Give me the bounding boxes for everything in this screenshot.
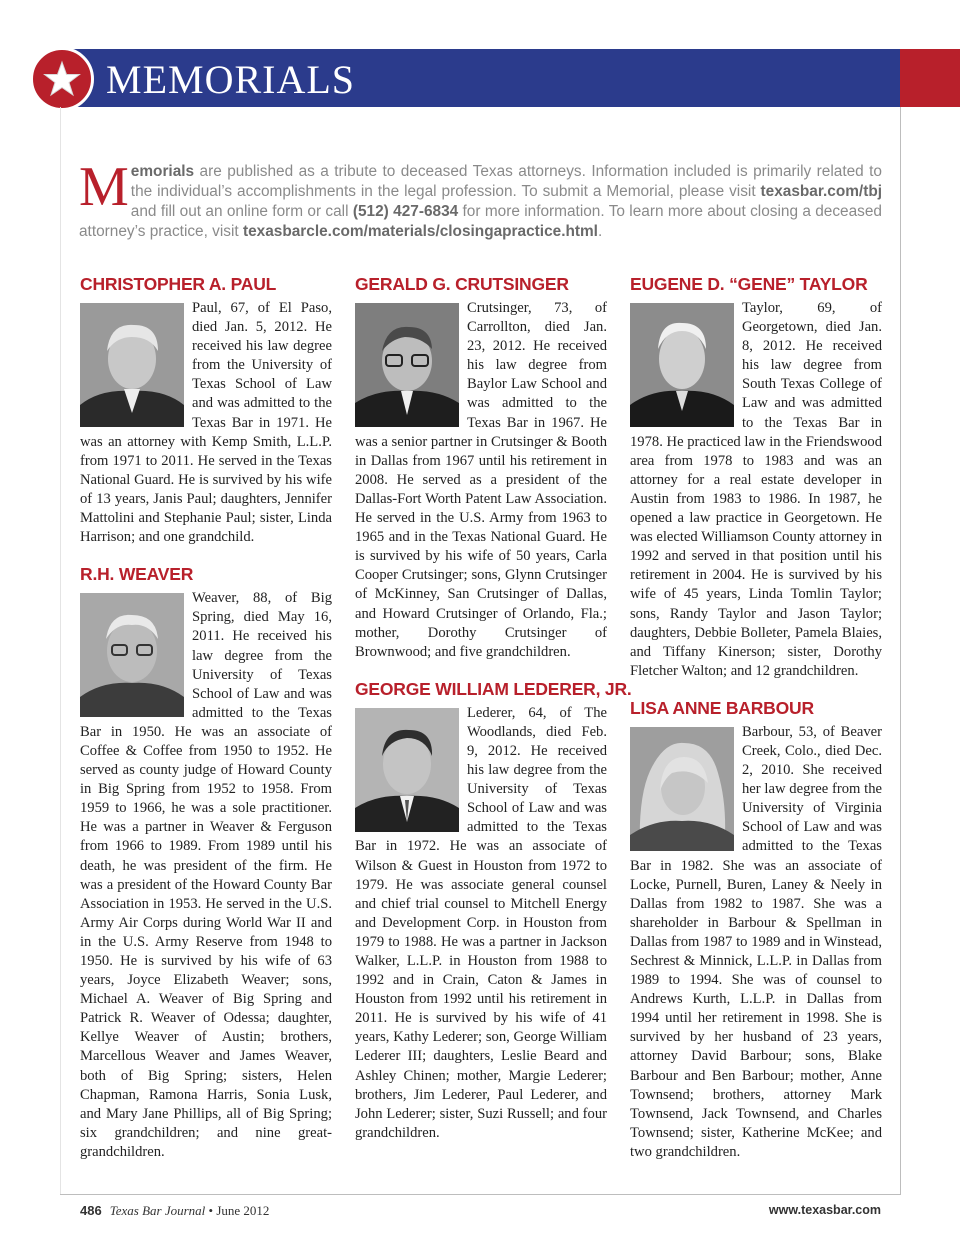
memorial-text: Lederer, 64, of The Woodlands, died Feb. 9, 2012. He received his law degree from the University of Texas School of Law and was admitted to the Texas Bar in 1972. He was an associate of Wilson & Guest in Houston from 1972 to 1979. He was associate general counsel and chief trial counsel to Mitchell Energy and Development Corp. in Houston from 1979 to 1988. He was a partner in Jackson Walker, L.L.P. in Houston from 1988 to 1992 and in Crain, Caton & James in Houston from 1992 until his retirement in 2011. He is survived by his wife of 41 years, Kathy Lederer; son, George William Lederer III; daughters, Leslie Beard and Ashley Chinen; mother, Margie Lederer; brothers, Jim Lederer, Paul Lederer, and John Lederer; sister, Suzi Russell; and four grandchildren.: [355, 704, 607, 1141]
memorial-text: Weaver, 88, of Big Spring, died May 16, 2011. He received his law degree from the University of Texas School of Law and was admitted to the Texas Bar in 1950. He was an associate of Coffee & Coffee from 1950 to 1952. He served as county judge of Howard County in Big Spring from 1952 to 1958. From 1959 to 1966, he was a sole practitioner. He was a partner in Weaver & Ferguson from 1966 to 1989. From 1989 until his death, he was president of the firm. He was a president of the Howard County Bar Association in 1953. He served in the U.S. Army Air Corps during World War II and in the U.S. Army Reserve from 1948 to 1950. He is survived by his wife of 63 years, Joyce Elizabeth Weaver; sons, Michael A. Weaver of Big Spring and Patrick R. Weaver of Odessa; daughter, Kellye Weaver of Austin; brothers, Marcellous Weaver and James Weaver, both of Big Spring; sisters, Helen Chapman, Ramona Harris, Sonia Lusk, and Mary Jane Phillips, all of Big Spring; six grandchildren; and nine great-grandchildren.: [80, 590, 332, 1160]
memorial-name: GERALD G. CRUTSINGER: [355, 274, 569, 294]
footer-url[interactable]: www.texasbar.com: [768, 1203, 881, 1217]
memorial-text: Paul, 67, of El Paso, died Jan. 5, 2012. He received his law degree from the University of Texas School of Law and was admitted to the Texas Bar in 1971. He was an attorney with Kemp Smith, L.L.P. from 1971 to 2011. He served in the Texas National Guard. He is survived by his wife of 13 years, Janis Paul; daughters, Jennifer Mattolini and Stephanie Paul; sister, Linda Harrison; and one grandchild.: [80, 300, 332, 546]
memorial-text: Crutsinger, 73, of Carrollton, died Jan. 23, 2012. He received his law degree from Baylor Law School and was admitted to the Texas Bar in 1967. He was a senior partner in Crutsinger & Booth in Dallas from 1967 until his retirement in 2008. He served as a president of the Dallas-Fort Worth Patent Law Association. He served in the U.S. Army from 1963 to 1965 and in the Texas National Guard. He is survived by his wife of 50 years, Carla Cooper Crutsinger; sons, Glynn Crutsinger of McKinney, San Crutsinger of Dallas, and Howard Crutsinger of Orlando, Fla.; mother, Dorothy Crutsinger of Brownwood; and five grandchildren.: [355, 300, 607, 660]
header-accent: [900, 49, 960, 107]
portrait-photo: [630, 727, 734, 851]
intro-text: are published as a tribute to deceased Texas attorneys. Information included is primarily related to the individual’s accomplishments in the legal profession. To submit a Memorial, please visit: [130, 163, 882, 200]
intro-lead: emorials: [130, 163, 195, 180]
drop-cap: M: [79, 156, 129, 218]
frame-left: [60, 107, 61, 1195]
closing-practice-link[interactable]: texasbarcle.com/materials/closingapractice.html: [242, 223, 598, 240]
memorial-name: EUGENE D. “GENE” TAYLOR: [630, 274, 868, 294]
page-number: 486: [80, 1203, 102, 1218]
memorial-text: Taylor, 69, of Georgetown, died Jan. 8, 2012. He received his law degree from South Texas College of Law and was admitted to the Texas Bar in 1978. He practiced law in the Friendswood area from 1978 to 1983 and was an attorney for a real estate developer in Austin from 1983 to 1986. In 1987, he opened a law practice in Georgetown. He was elected Williamson County attorney in 1992 and served in that position until his retirement in 2004. He is survived by his wife of 45 years, Linda Tomlin Taylor; sons, Randy Taylor and Jason Taylor; daughters, Debbie Bolleter, Pamela Blaies, and Tiffany Kinerson; sister, Dorothy Fletcher Walton; and 12 grandchildren.: [630, 300, 882, 679]
memorial-entry: [80, 563, 332, 1162]
portrait-photo: [355, 708, 459, 832]
column-1: [80, 273, 332, 1178]
column-3: [630, 273, 882, 1178]
memorial-entry: [355, 678, 632, 1143]
page-title: MEMORIALS: [106, 57, 356, 102]
frame-right: [900, 107, 901, 1195]
intro-paragraph: [79, 156, 882, 242]
footer-separator: •: [205, 1203, 217, 1218]
memorial-name: CHRISTOPHER A. PAUL: [80, 274, 277, 294]
memorial-text: Barbour, 53, of Beaver Creek, Colo., died Dec. 2, 2010. She received her law degree from the University of Virginia School of Law and was admitted to the Texas Bar in 1982. She was an associate of Locke, Purnell, Buren, Laney & Neely in Dallas from 1982 to 1987. She was a shareholder in Barbour & Spellman in Dallas from 1987 to 1989 and in Winstead, Sechrest & Minnick, L.L.P. in Dallas from 1989 to 1994. She was of counsel to Andrews Kurth, L.L.P. in Dallas from 1994 until her retirement in 1998. She is survived by her husband of 23 years, attorney David Barbour; sons, Blake Barbour and Ben Barbour; mother, Anne Townsend; brothers, attorney Mark Townsend, Jack Townsend, and Charles Townsend; sister, Katherine McKee; and two grandchildren.: [630, 723, 882, 1160]
memorial-entry: [630, 273, 882, 681]
portrait-photo: [355, 303, 459, 427]
star-seal-icon: [30, 47, 94, 111]
memorial-name: GEORGE WILLIAM LEDERER, JR.: [355, 678, 632, 699]
memorial-name: R.H. WEAVER: [80, 564, 194, 585]
intro-text: and fill out an online form or call: [130, 203, 353, 220]
memorial-entry: [630, 697, 882, 1162]
issue-date: June 2012: [216, 1203, 270, 1218]
submit-link[interactable]: texasbar.com/tbj: [760, 183, 882, 200]
phone-number: (512) 427-6834: [352, 203, 459, 220]
journal-name: Texas Bar Journal: [109, 1203, 206, 1218]
intro-text: for more information. To learn more about closing a deceased attorney’s practice, visit: [79, 203, 882, 240]
frame-bottom: [60, 1194, 901, 1195]
column-2: [355, 273, 632, 1159]
intro-text: .: [597, 223, 603, 240]
portrait-photo: [80, 593, 184, 717]
memorial-name: LISA ANNE BARBOUR: [630, 697, 814, 718]
memorial-entry: [80, 273, 332, 547]
portrait-photo: [630, 303, 734, 427]
portrait-photo: [80, 303, 184, 427]
footer-credit: [80, 1203, 269, 1219]
memorial-entry: [355, 273, 607, 662]
